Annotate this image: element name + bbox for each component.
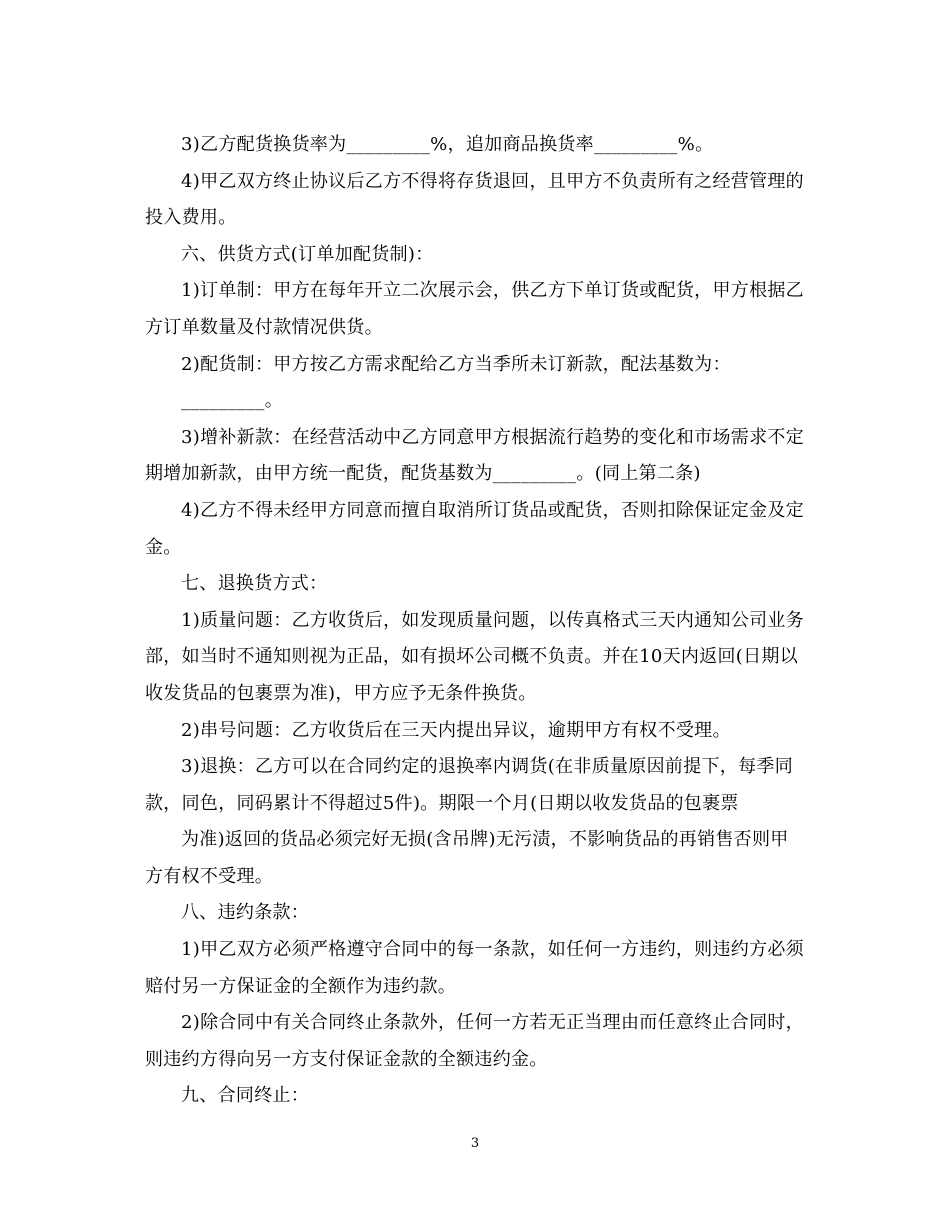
contract-body	[145, 127, 805, 1115]
clause-3-new-styles: 3)增补新款：在经营活动中乙方同意甲方根据流行趋势的变化和市场需求不定期增加新款，由甲方统一配货，配货基数为_________。(同上第二条)	[145, 426, 804, 485]
clause-4-no-return: 4)甲乙双方终止协议后乙方不得将存货退回，且甲方不负责所有之经营管理的投入费用。	[145, 170, 804, 229]
clause-1-breach-compensation: 1)甲乙双方必须严格遵守合同中的每一条款，如任何一方违约，则违约方必须赔付另一方保证金的全额作为违约款。	[145, 939, 804, 997]
page-number: 3	[470, 1136, 480, 1151]
section-6-heading: 六、供货方式(订单加配货制)：	[181, 243, 434, 265]
clause-2-breach-termination: 2)除合同中有关合同终止条款外，任何一方若无正当理由而任意终止合同时，则违约方得向另一方支付保证金款的全额违约金。	[145, 1012, 804, 1070]
clause-1-order-system: 1)订单制：甲方在每年开立二次展示会，供乙方下单订货或配货，甲方根据乙方订单数量及付款情况供货。	[145, 280, 804, 338]
clause-2-allocation-system: 2)配货制：甲方按乙方需求配给乙方当季所未订新款，配法基数为：	[181, 353, 731, 375]
clause-3-exchange-continued: 为准)返回的货品必须完好无损(含吊牌)无污渍，不影响货品的再销售否则甲方有权不受理。	[145, 829, 789, 887]
clause-3-exchange: 3)退换：乙方可以在合同约定的退换率内调货(在非质量原因前提下，每季同款，同色，同码累计不得超过5件)。期限一个月(日期以收发货品的包裹票	[145, 756, 793, 814]
clause-3-exchange-rate: 3)乙方配货换货率为_________%，追加商品换货率_________%。	[181, 134, 714, 155]
clause-1-quality-issue: 1)质量问题：乙方收货后，如发现质量问题，以传真格式三天内通知公司业务部，如当时不通知则视为正品，如有损坏公司概不负责。并在10天内返回(日期以收发货品的包裹票为准)，甲方应予无条件换货。	[145, 609, 804, 704]
clause-4-cancellation: 4)乙方不得未经甲方同意而擅自取消所订货品或配货，否则扣除保证定金及定金。	[145, 499, 804, 558]
section-8-heading: 八、违约条款：	[181, 902, 310, 924]
section-9-heading: 九、合同终止：	[181, 1085, 310, 1107]
clause-2-serial-issue: 2)串号问题：乙方收货后在三天内提出异议，逾期甲方有权不受理。	[181, 719, 731, 741]
section-7-heading: 七、退换货方式：	[181, 573, 328, 595]
allocation-base-blank: _________。	[181, 390, 283, 412]
